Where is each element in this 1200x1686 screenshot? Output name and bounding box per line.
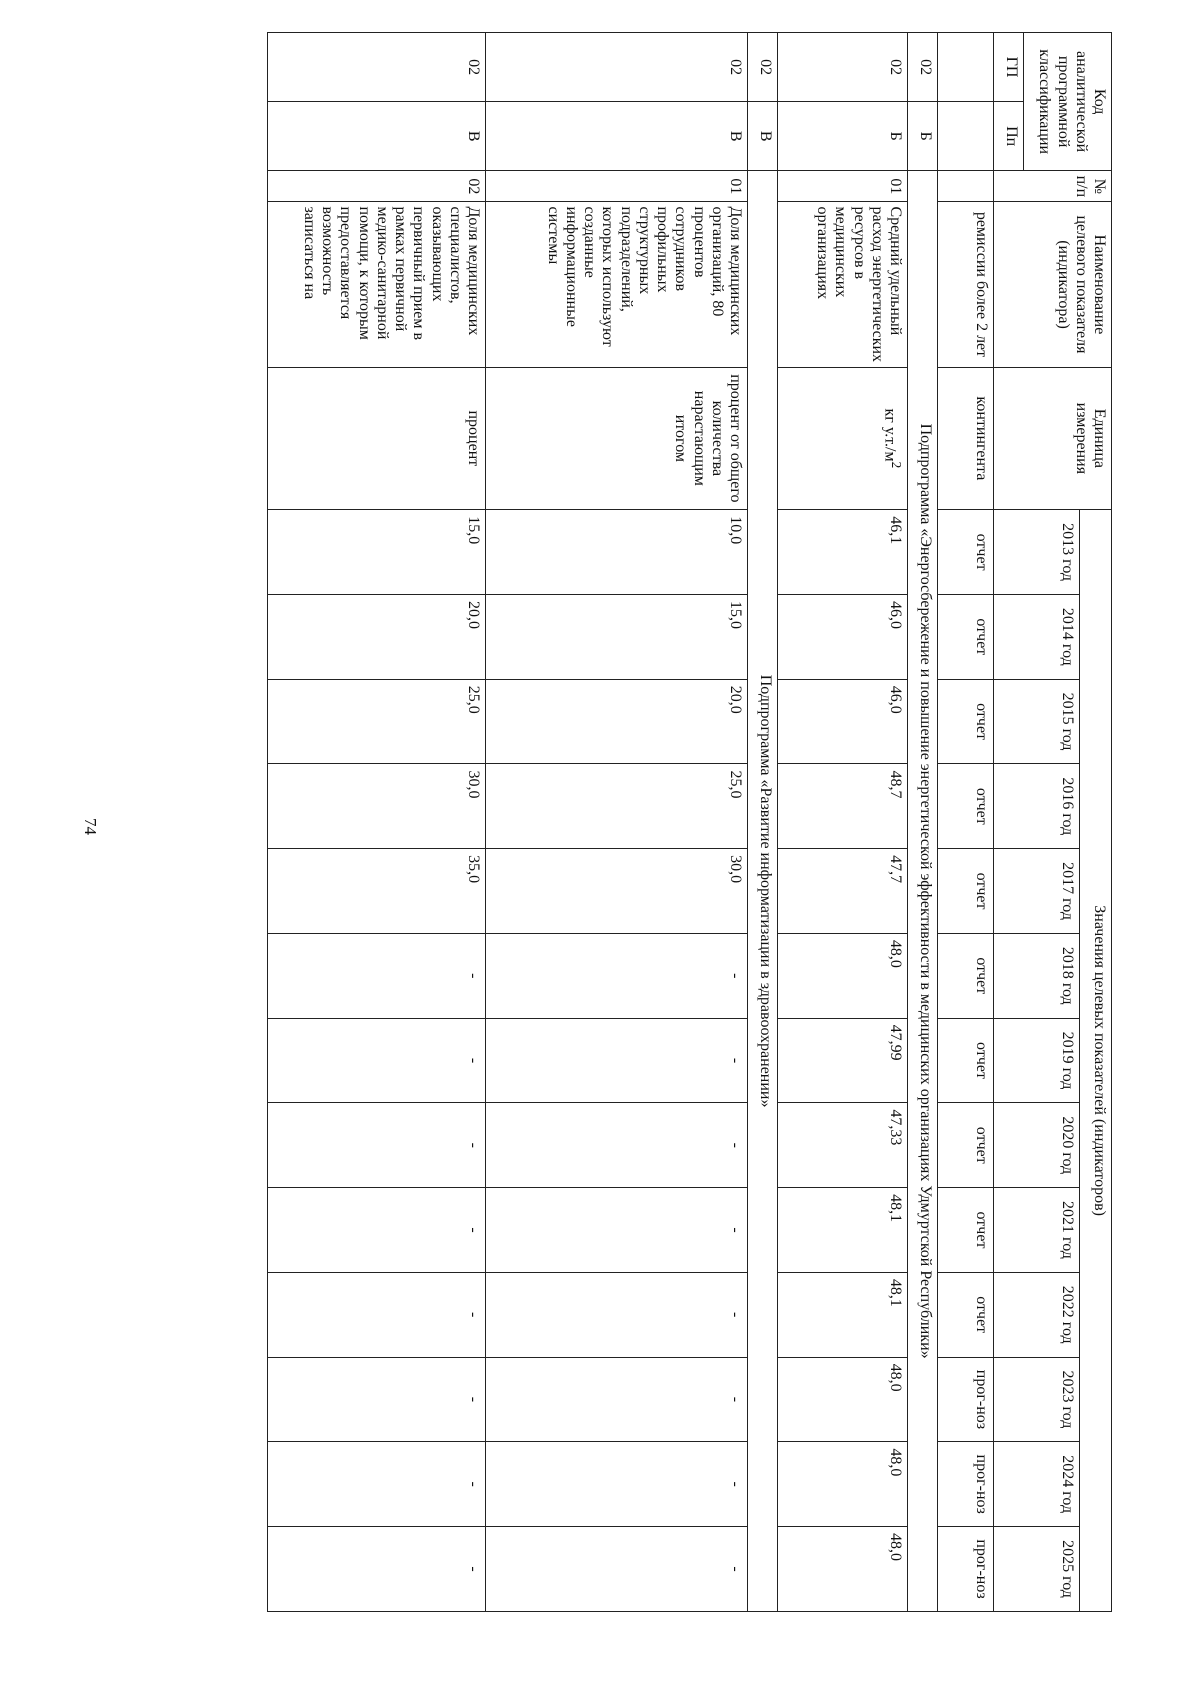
subprogram-title: Подпрограмма «Энергосбережение и повышение энергетической эффективности в медицинских организациях Удмуртской Республики» <box>908 171 938 1612</box>
rotated-table-wrapper <box>144 32 1112 1612</box>
value-2022: 48,1 <box>778 1272 908 1357</box>
value-2016: 48,7 <box>778 764 908 849</box>
indicator-name: Доля медицинских организаций, 80 процентов сотрудников профильных структурных подразделений, которых используют созданные информационные системы <box>486 202 748 367</box>
year-2025: 2025 год <box>994 1527 1080 1612</box>
unit-cell <box>778 367 908 510</box>
pp-header: Пп <box>994 102 1024 171</box>
unit-cell: процент от общего количества нарастающим итогом <box>486 367 748 510</box>
status-2018: отчет <box>938 933 994 1018</box>
year-2019: 2019 год <box>994 1018 1080 1103</box>
table-row <box>778 33 908 1612</box>
year-2013: 2013 год <box>994 510 1080 595</box>
value-2015: 20,0 <box>486 679 748 764</box>
num-cell: 02 <box>268 171 486 202</box>
value-2016: 25,0 <box>486 764 748 849</box>
value-2015: 46,0 <box>778 679 908 764</box>
status-2013: отчет <box>938 510 994 595</box>
table-row <box>268 33 486 1612</box>
unit-text: кг у.т./м <box>881 408 899 462</box>
year-2020: 2020 год <box>994 1103 1080 1188</box>
value-2014: 46,0 <box>778 594 908 679</box>
gp-cell: 02 <box>268 33 486 102</box>
value-2019: - <box>268 1018 486 1103</box>
status-2015: отчет <box>938 679 994 764</box>
value-2018: 48,0 <box>778 933 908 1018</box>
value-2013: 46,1 <box>778 510 908 595</box>
value-2017: 30,0 <box>486 849 748 934</box>
page-number: 74 <box>81 818 100 835</box>
table-row <box>486 33 748 1612</box>
value-2021: - <box>268 1188 486 1273</box>
value-2024: 48,0 <box>778 1442 908 1527</box>
year-2023: 2023 год <box>994 1357 1080 1442</box>
unit-header: Единица измерения <box>994 367 1112 510</box>
value-2019: 47,99 <box>778 1018 908 1103</box>
status-2019: отчет <box>938 1018 994 1103</box>
value-2022: - <box>268 1272 486 1357</box>
status-2014: отчет <box>938 594 994 679</box>
value-2025: - <box>486 1527 748 1612</box>
gp-cell <box>938 33 994 102</box>
status-2023: прог-ноз <box>938 1357 994 1442</box>
value-2024: - <box>486 1442 748 1527</box>
value-2016: 30,0 <box>268 764 486 849</box>
status-2024: прог-ноз <box>938 1442 994 1527</box>
value-2014: 15,0 <box>486 594 748 679</box>
gp-cell: 02 <box>778 33 908 102</box>
gp-cell: 02 <box>486 33 748 102</box>
year-2015: 2015 год <box>994 679 1080 764</box>
subprogram-row-v <box>748 33 778 1612</box>
value-2023: - <box>486 1357 748 1442</box>
value-2023: 48,0 <box>778 1357 908 1442</box>
value-2015: 25,0 <box>268 679 486 764</box>
indicator-name: Средний удельный расход энергетических ресурсов в медицинских организациях <box>778 202 908 367</box>
status-2016: отчет <box>938 764 994 849</box>
pp-cell <box>938 102 994 171</box>
pp-cell: В <box>486 102 748 171</box>
subprogram-title: Подпрограмма «Развитие информатизации в здравоохранении» <box>748 171 778 1612</box>
year-2014: 2014 год <box>994 594 1080 679</box>
value-2023: - <box>268 1357 486 1442</box>
value-2018: - <box>486 933 748 1018</box>
num-cell: 01 <box>486 171 748 202</box>
unit-cell: процент <box>268 367 486 510</box>
value-2013: 15,0 <box>268 510 486 595</box>
status-2017: отчет <box>938 849 994 934</box>
value-2025: - <box>268 1527 486 1612</box>
gp-cell: 02 <box>748 33 778 102</box>
gp-cell: 02 <box>908 33 938 102</box>
status-row <box>938 33 994 1612</box>
year-2024: 2024 год <box>994 1442 1080 1527</box>
pp-cell: Б <box>908 102 938 171</box>
value-2014: 20,0 <box>268 594 486 679</box>
value-2020: - <box>268 1103 486 1188</box>
year-2022: 2022 год <box>994 1272 1080 1357</box>
number-header: № п/п <box>994 171 1112 202</box>
indicator-name: Доля медицинских специалистов, оказывающих первичный прием в рамках первичной медико-санитарной помощи, к которым предоставляется возможность записаться на <box>268 202 486 367</box>
value-2020: 47,33 <box>778 1103 908 1188</box>
gp-header: ГП <box>994 33 1024 102</box>
year-2017: 2017 год <box>994 849 1080 934</box>
header-row-1 <box>1080 33 1112 1612</box>
code-header: Код аналитической программной классификации <box>1024 33 1112 171</box>
value-2019: - <box>486 1018 748 1103</box>
pp-cell: Б <box>778 102 908 171</box>
value-2020: - <box>486 1103 748 1188</box>
indicator-name: ремиссии более 2 лет <box>938 202 994 367</box>
value-2017: 47,7 <box>778 849 908 934</box>
value-2024: - <box>268 1442 486 1527</box>
value-2013: 10,0 <box>486 510 748 595</box>
unit-cell: контингента <box>938 367 994 510</box>
values-header: Значения целевых показателей (индикаторов) <box>1080 510 1112 1612</box>
year-2021: 2021 год <box>994 1188 1080 1273</box>
status-2021: отчет <box>938 1188 994 1273</box>
value-2025: 48,0 <box>778 1527 908 1612</box>
num-cell <box>938 171 994 202</box>
indicators-table <box>267 32 1112 1612</box>
status-2022: отчет <box>938 1272 994 1357</box>
num-cell: 01 <box>778 171 908 202</box>
pp-cell: В <box>748 102 778 171</box>
value-2018: - <box>268 933 486 1018</box>
year-2016: 2016 год <box>994 764 1080 849</box>
value-2017: 35,0 <box>268 849 486 934</box>
value-2021: 48,1 <box>778 1188 908 1273</box>
unit-superscript: 2 <box>889 461 904 469</box>
status-2025: прог-ноз <box>938 1527 994 1612</box>
value-2021: - <box>486 1188 748 1273</box>
status-2020: отчет <box>938 1103 994 1188</box>
year-2018: 2018 год <box>994 933 1080 1018</box>
subprogram-row-b <box>908 33 938 1612</box>
value-2022: - <box>486 1272 748 1357</box>
pp-cell: В <box>268 102 486 171</box>
indicator-name-header: Наименование целевого показателя (индикатора) <box>994 202 1112 367</box>
